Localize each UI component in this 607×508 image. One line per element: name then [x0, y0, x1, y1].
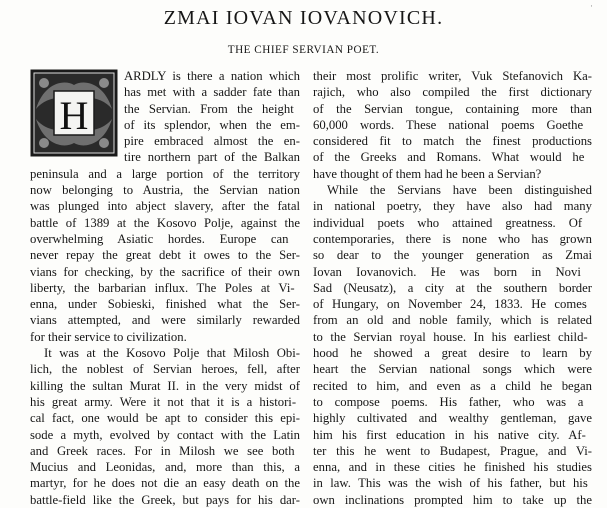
text-line: recited to him, and even as a child he began	[313, 378, 592, 393]
text-line: considered fit to match the finest productions	[313, 134, 592, 149]
text-line: individual poets who attained greatness. Of	[313, 215, 583, 230]
text-line: cal fact, one would be apt to consider this epi-	[30, 411, 300, 426]
text-line: of its splendor, when the em-	[124, 117, 300, 132]
text-line: of the Servian tongue, containing more than	[313, 101, 592, 116]
text-line: to compose poems. His father, who was a	[313, 394, 584, 409]
text-line: battle-field like the Greek, but pays for his dar-	[30, 492, 300, 507]
text-line: in law. This was the wish of his father, but his	[313, 476, 588, 491]
text-line: heart the Servian national songs which were	[313, 362, 592, 377]
text-line: highly cultivated and wealthy gentleman, gave	[313, 411, 592, 426]
text-line: While the Servians have been distinguished	[327, 183, 592, 198]
text-line: liberty, the barbarian influx. The Poles at Vi-	[30, 280, 295, 295]
text-line: It was at the Kosovo Polje that Milosh Obi-	[44, 346, 300, 361]
text-line: lich, the noblest of Servian heroes, fell, after	[30, 362, 300, 377]
text-line: pire embraced almost the en-	[124, 134, 300, 149]
text-line: overwhelming Asiatic hordes. Europe can	[30, 231, 289, 246]
text-line: killing the sultan Murat II. in the very midst of	[30, 378, 300, 393]
text-line: battle of 1389 at the Kosovo Polje, against the	[30, 215, 300, 230]
text-line: enna, under Sobieski, finished what the Ser-	[30, 297, 300, 312]
text-line: rajich, who also compiled the first dictionary	[313, 85, 592, 100]
text-line: hood he showed a great desire to learn by	[313, 346, 592, 361]
left-column	[30, 68, 300, 507]
dropcap-letter: H	[59, 93, 89, 138]
text-line: him his first education in his native city. Af-	[313, 427, 586, 442]
text-line: have thought of them had he been a Servian?	[313, 166, 542, 181]
text-line: has met with a sadder fate than	[124, 85, 300, 100]
text-line: vians attempted, and were similarly rewarded	[30, 313, 300, 328]
text-line: in national poetry, they have also had many	[313, 199, 592, 214]
text-line: ARDLY is there a nation which	[124, 69, 300, 83]
right-column	[313, 68, 592, 507]
text-line: was plunged into abject slavery, after the fatal	[30, 199, 300, 214]
text-line: martyr, for he does not die an easy death on the	[30, 476, 300, 491]
text-line: vians for checking, by the sacrifice of their own	[30, 264, 300, 279]
text-line: enna, and in these cities he finished his studies	[313, 460, 592, 475]
text-line: for their service to civilization.	[30, 329, 187, 344]
article-subtitle: THE CHIEF SERVIAN POET.	[227, 44, 380, 56]
text-line: so dear to the younger generation as Zmai	[313, 248, 592, 263]
article-title: ZMAI IOVAN IOVANOVICH.	[163, 7, 444, 29]
corner-mark: ·	[590, 1, 593, 11]
text-line: ter this he went to Budapest, Prague, and Vi-	[313, 443, 592, 458]
text-line: of Hungary, on November 24, 1833. He comes	[313, 297, 587, 312]
text-line: Iovan Iovanovich. He was born in Novi	[313, 264, 581, 279]
text-line: own inclinations prompted him to take up the	[313, 492, 592, 507]
text-line: peninsula and a large portion of the territory	[30, 166, 300, 181]
text-line: contemporaries, there is none who has grown	[313, 231, 592, 246]
text-line: 60,000 words. These national poems Goethe	[313, 117, 584, 132]
text-line: his great army. Were it not that it is a histori-	[30, 394, 297, 409]
text-line: Sad (Neusatz), a city at the southern border	[313, 280, 592, 295]
text-line: tire northern part of the Balkan	[124, 150, 300, 165]
text-line: never repay the great debt it owes to the Ser-	[30, 248, 300, 263]
text-line: of the Greeks and Romans. What would he	[313, 150, 585, 165]
text-line: to the Servian royal house. In his earliest child-	[313, 329, 588, 344]
text-line: now belonging to Austria, the Servian nation	[30, 183, 300, 198]
text-line: Mucius and Leonidas, and, more than this, a	[30, 460, 300, 475]
text-line: the Servian. From the height	[124, 101, 294, 116]
text-line: sode a myth, evolved by contact with the Latin	[30, 427, 300, 442]
text-line: from an old and noble family, which is related	[313, 313, 592, 328]
text-line: and Greek races. For in Milosh we see both	[30, 443, 295, 458]
text-line: their most prolific writer, Vuk Stefanovich Ka-	[313, 69, 592, 83]
